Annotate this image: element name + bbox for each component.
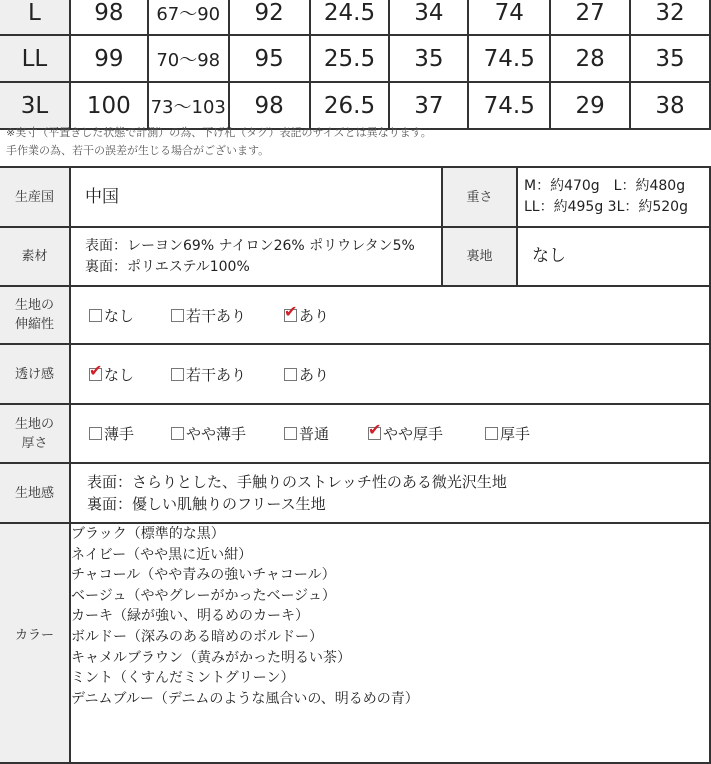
option-slightly-thin[interactable] [171,423,284,444]
checkbox-icon [171,427,184,440]
row-thickness [0,404,710,463]
size-cell: 24.5 [310,0,390,35]
option-label: なし [104,365,135,384]
checkbox-icon [284,368,297,381]
stretch-options [70,286,710,344]
size-label: 3L [0,82,70,129]
weight-line: LL：約495g 3L：約520g [524,199,688,215]
option-label: 厚手 [500,425,531,443]
size-cell: 38 [630,82,710,129]
stretch-label [0,286,70,344]
option-thick[interactable] [485,423,530,444]
checkbox-icon [485,427,498,440]
material-value [70,227,442,286]
checkbox-icon [89,427,102,440]
size-cell: 29 [550,82,630,129]
size-cell: 99 [70,35,148,82]
size-row-3l [0,82,710,129]
option-none[interactable] [89,360,171,385]
option-label: 若干あり [186,306,247,325]
texture-line: 表面：さらりとした、手触りのストレッチ性のある微光沢生地 [87,473,507,491]
size-cell: 98 [70,0,148,35]
checkmark-icon: ✔ [284,301,298,321]
sheer-options [70,344,710,404]
weight-value [517,167,710,227]
size-cell: 28 [550,35,630,82]
weight-label: 重さ [442,167,517,227]
checkbox-icon [171,309,184,322]
note-line: 手作業の為、若干の誤差が生じる場合がございます。 [6,144,270,157]
sheer-label: 透け感 [0,344,70,404]
checkbox-icon [284,427,297,440]
row-colors [0,523,710,763]
option-label: 薄手 [104,425,135,443]
color-item: デニムブルー（デニムのような風合いの、明るめの青） [71,690,419,707]
size-cell: 25.5 [310,35,390,82]
checkbox-icon [89,309,102,322]
size-cell: 95 [229,35,310,82]
size-cell: 34 [389,0,468,35]
origin-label: 生産国 [0,167,70,227]
option-label: 若干あり [186,365,247,384]
material-line: 表面：レーヨン69% ナイロン26% ポリウレタン5% [85,237,415,254]
option-label: やや薄手 [186,425,247,443]
row-stretch [0,286,710,344]
option-slightly-thick[interactable] [368,420,485,444]
lining-value: なし [517,227,710,286]
size-cell: 74.5 [468,35,550,82]
checkbox-checked-icon [368,420,382,440]
option-label: 普通 [299,425,330,443]
option-label: あり [299,306,330,325]
texture-line: 裏面：優しい肌触りのフリース生地 [87,495,326,513]
thickness-options [70,404,710,463]
row-texture [0,463,710,523]
lining-label: 裏地 [442,227,517,286]
option-thin[interactable] [89,423,171,444]
size-cell: 35 [389,35,468,82]
size-cell: 67〜90 [148,0,229,35]
size-cell: 37 [389,82,468,129]
row-material [0,227,710,286]
size-cell: 27 [550,0,630,35]
color-item: キャメルブラウン（黄みがかった明るい茶） [71,649,351,666]
option-normal[interactable] [284,423,368,444]
label-line: 伸縮性 [14,317,54,332]
texture-label: 生地感 [0,463,70,523]
color-item: ネイビー（やや黒に近い紺） [71,546,253,563]
texture-value [70,463,710,523]
weight-line: M：約470g L：約480g [524,178,686,194]
size-cell: 92 [229,0,310,35]
option-slight[interactable] [171,364,284,385]
option-none[interactable] [89,305,171,326]
row-sheer [0,344,710,404]
color-item: ブラック（標準的な黒） [71,526,225,542]
color-item: カーキ（緑が強い、明るめのカーキ） [71,608,309,625]
option-yes[interactable] [284,301,330,326]
checkmark-icon: ✔ [368,420,382,439]
spec-table [0,166,711,764]
measurement-notes [6,124,432,160]
row-origin [0,167,710,227]
checkbox-checked-icon [89,360,103,381]
size-row-ll [0,35,710,82]
option-yes[interactable] [284,364,329,385]
size-table [0,0,711,130]
checkmark-icon: ✔ [89,360,103,380]
option-label: やや厚手 [383,425,444,443]
size-cell: 35 [630,35,710,82]
note-line: ※実寸（平置きした状態で計測）の為、下げ札（タグ）表記のサイズとは異なります。 [6,126,432,139]
material-label: 素材 [0,227,70,286]
label-line: 厚さ [21,435,48,451]
label-line: 生地の [14,416,54,432]
origin-value: 中国 [70,167,442,227]
size-cell: 32 [630,0,710,35]
size-cell: 26.5 [310,82,390,129]
color-item: ミント（くすんだミントグリーン） [71,670,295,687]
size-row-l [0,0,710,35]
size-cell: 98 [229,82,310,129]
option-label: あり [299,365,330,384]
size-cell: 70〜98 [148,35,229,82]
color-item: ボルドー（深みのある暗めのボルドー） [71,628,323,645]
size-cell: 74.5 [468,82,550,129]
size-cell: 100 [70,82,148,129]
size-cell: 73〜103 [148,82,229,129]
checkbox-icon [171,368,184,381]
option-label: なし [104,306,135,325]
color-item: チャコール（やや青みの強いチャコール） [71,567,336,584]
size-label: LL [0,35,70,82]
label-line: 生地の [14,298,54,313]
size-cell: 74 [468,0,550,35]
material-line: 裏面：ポリエステル100% [85,258,250,275]
colors-list [70,523,710,763]
size-label: L [0,0,70,35]
checkbox-checked-icon [284,301,298,322]
colors-label: カラー [0,523,70,763]
color-item: ベージュ（ややグレーがかったベージュ） [71,587,336,604]
thickness-label [0,404,70,463]
option-slight[interactable] [171,305,284,326]
